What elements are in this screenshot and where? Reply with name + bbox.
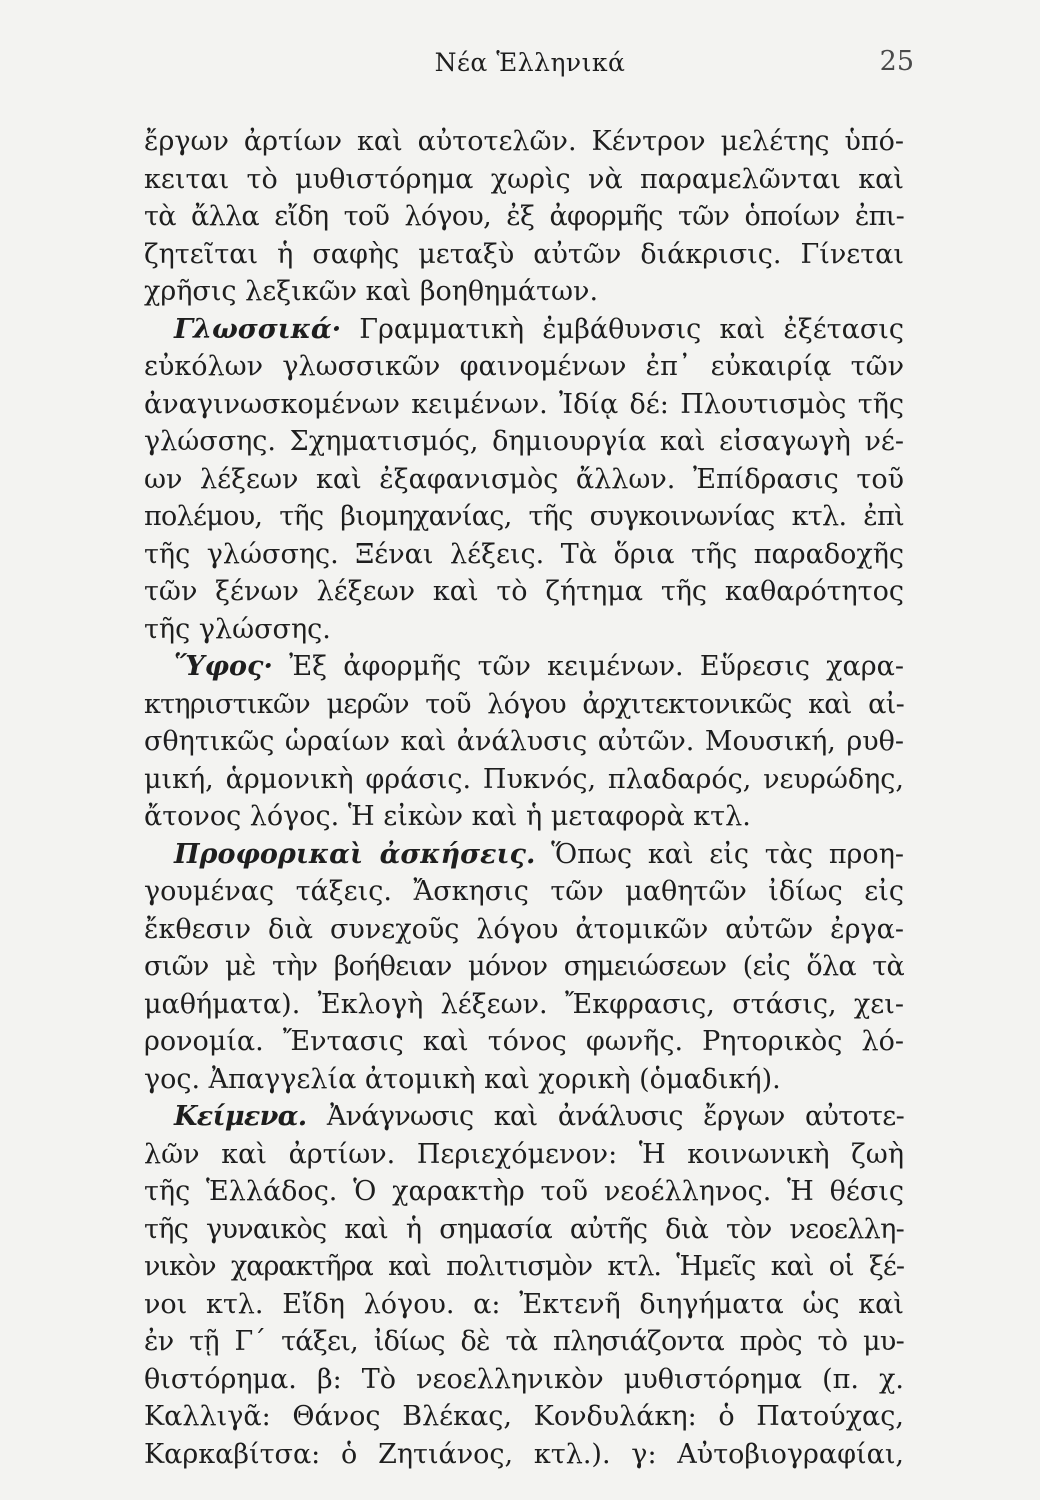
text-line: ἔκθεσιν διὰ συνεχοῦς λόγου ἀτομικῶν αὐτῶν ἐργα- <box>144 913 904 945</box>
section-heading: Προφορικαὶ ἀσκήσεις. <box>174 838 536 870</box>
text-line: σθητικῶς ὡραίων καὶ ἀνάλυσις αὐτῶν. Μουσική, ρυθ- <box>144 726 904 757</box>
running-header <box>0 48 1040 88</box>
text-line: ρονομία. Ἔντασις καὶ τόνος φωνῆς. Ρητορικὸς λό- <box>144 1026 904 1057</box>
text-line: νικὸν χαρακτῆρα καὶ πολιτισμὸν κτλ. Ἡμεῖς καὶ οἱ ξέ- <box>144 1251 904 1282</box>
text-line: Προφορικαὶ ἀσκήσεις. Ὅπως καὶ εἰς τὰς προη- <box>174 838 904 870</box>
text-line: Ὕφος· Ἐξ ἀφορμῆς τῶν κειμένων. Εὕρεσις χαρα- <box>174 651 904 682</box>
text-line: τῶν ξένων λέξεων καὶ τὸ ζήτημα τῆς καθαρότητος <box>144 576 904 607</box>
text-line: λῶν καὶ ἀρτίων. Περιεχόμενον: Ἡ κοινωνικὴ ζωὴ <box>144 1138 904 1170</box>
text-line: ἀναγινωσκομένων κειμένων. Ἰδίᾳ δέ: Πλουτισμὸς τῆς <box>144 388 904 420</box>
text-line: πολέμου, τῆς βιομηχανίας, τῆς συγκοινωνίας κτλ. ἐπὶ <box>144 501 904 532</box>
body-text <box>144 123 904 1473</box>
text-line: χρῆσις λεξικῶν καὶ βοηθημάτων. <box>144 276 599 307</box>
text-line: μαθήματα). Ἐκλογὴ λέξεων. Ἔκφρασις, στάσις, χει- <box>144 988 904 1020</box>
text-line: τῆς γλώσσης. Ξέναι λέξεις. Τὰ ὅρια τῆς παραδοχῆς <box>144 538 904 570</box>
text-line: κειται τὸ μυθιστόρημα χωρὶς νὰ παραμελῶνται καὶ <box>144 163 904 195</box>
text-line: ζητεῖται ἡ σαφὴς μεταξὺ αὐτῶν διάκρισις. Γίνεται <box>144 238 904 270</box>
text-line: τῆς γλώσσης. <box>144 613 331 645</box>
section-heading: Ὕφος· <box>174 651 273 682</box>
page-number: 25 <box>879 46 914 77</box>
text-line: γος. Ἀπαγγελία ἀτομικὴ καὶ χορικὴ (ὁμαδική). <box>144 1063 781 1095</box>
text-line: Κείμενα. Ἀνάγνωσις καὶ ἀνάλυσις ἔργων αὐτοτε- <box>174 1101 904 1132</box>
text-line: τῆς γυναικὸς καὶ ἡ σημασία αὐτῆς διὰ τὸν νεοελλη- <box>144 1213 904 1245</box>
text-line: τὰ ἄλλα εἴδη τοῦ λόγου, ἐξ ἀφορμῆς τῶν ὁποίων ἐπι- <box>144 201 904 232</box>
text-line: γουμένας τάξεις. Ἄσκησις τῶν μαθητῶν ἰδίως εἰς <box>144 876 904 907</box>
text-line: ἔργων ἀρτίων καὶ αὐτοτελῶν. Κέντρον μελέτης ὑπό- <box>144 126 904 157</box>
text-line: ων λέξεων καὶ ἐξαφανισμὸς ἄλλων. Ἐπίδρασις τοῦ <box>144 463 904 495</box>
text-line: ἐν τῇ Γ΄ τάξει, ἰδίως δὲ τὰ πλησιάζοντα πρὸς τὸ μυ- <box>144 1326 904 1357</box>
text-line: γλώσσης. Σχηματισμός, δημιουργία καὶ εἰσαγωγὴ νέ- <box>144 426 904 457</box>
text-line: ἄτονος λόγος. Ἡ εἰκὼν καὶ ἡ μεταφορὰ κτλ. <box>144 801 751 832</box>
text-line: Καρκαβίτσα: ὁ Ζητιάνος, κτλ.). γ: Αὐτοβιογραφίαι, <box>144 1438 904 1470</box>
text-line: θιστόρημα. β: Τὸ νεοελληνικὸν μυθιστόρημα (π. χ. <box>144 1363 904 1395</box>
text-line: τῆς Ἑλλάδος. Ὁ χαρακτὴρ τοῦ νεοέλληνος. Ἡ θέσις <box>144 1176 904 1207</box>
text-line: κτηριστικῶν μερῶν τοῦ λόγου ἀρχιτεκτονικῶς καὶ αἰ- <box>144 688 904 720</box>
section-heading: Κείμενα. <box>174 1101 307 1132</box>
text-line: Καλλιγᾶ: Θάνος Βλέκας, Κονδυλάκη: ὁ Πατούχας, <box>144 1401 904 1432</box>
running-title: Νέα Ἑλληνικά <box>434 48 626 77</box>
section-heading: Γλωσσικά· <box>174 313 342 345</box>
text-line: σιῶν μὲ τὴν βοήθειαν μόνον σημειώσεων (εἰς ὅλα τὰ <box>144 951 904 982</box>
text-line: εὐκόλων γλωσσικῶν φαινομένων ἐπ᾽ εὐκαιρίᾳ τῶν <box>144 351 904 382</box>
text-line: Γλωσσικά· Γραμματικὴ ἐμβάθυνσις καὶ ἐξέτασις <box>174 313 904 345</box>
text-line: νοι κτλ. Εἴδη λόγου. α: Ἐκτενῆ διηγήματα ὡς καὶ <box>144 1288 904 1320</box>
text-line: μική, ἁρμονικὴ φράσις. Πυκνός, πλαδαρός, νευρώδης, <box>144 763 904 795</box>
